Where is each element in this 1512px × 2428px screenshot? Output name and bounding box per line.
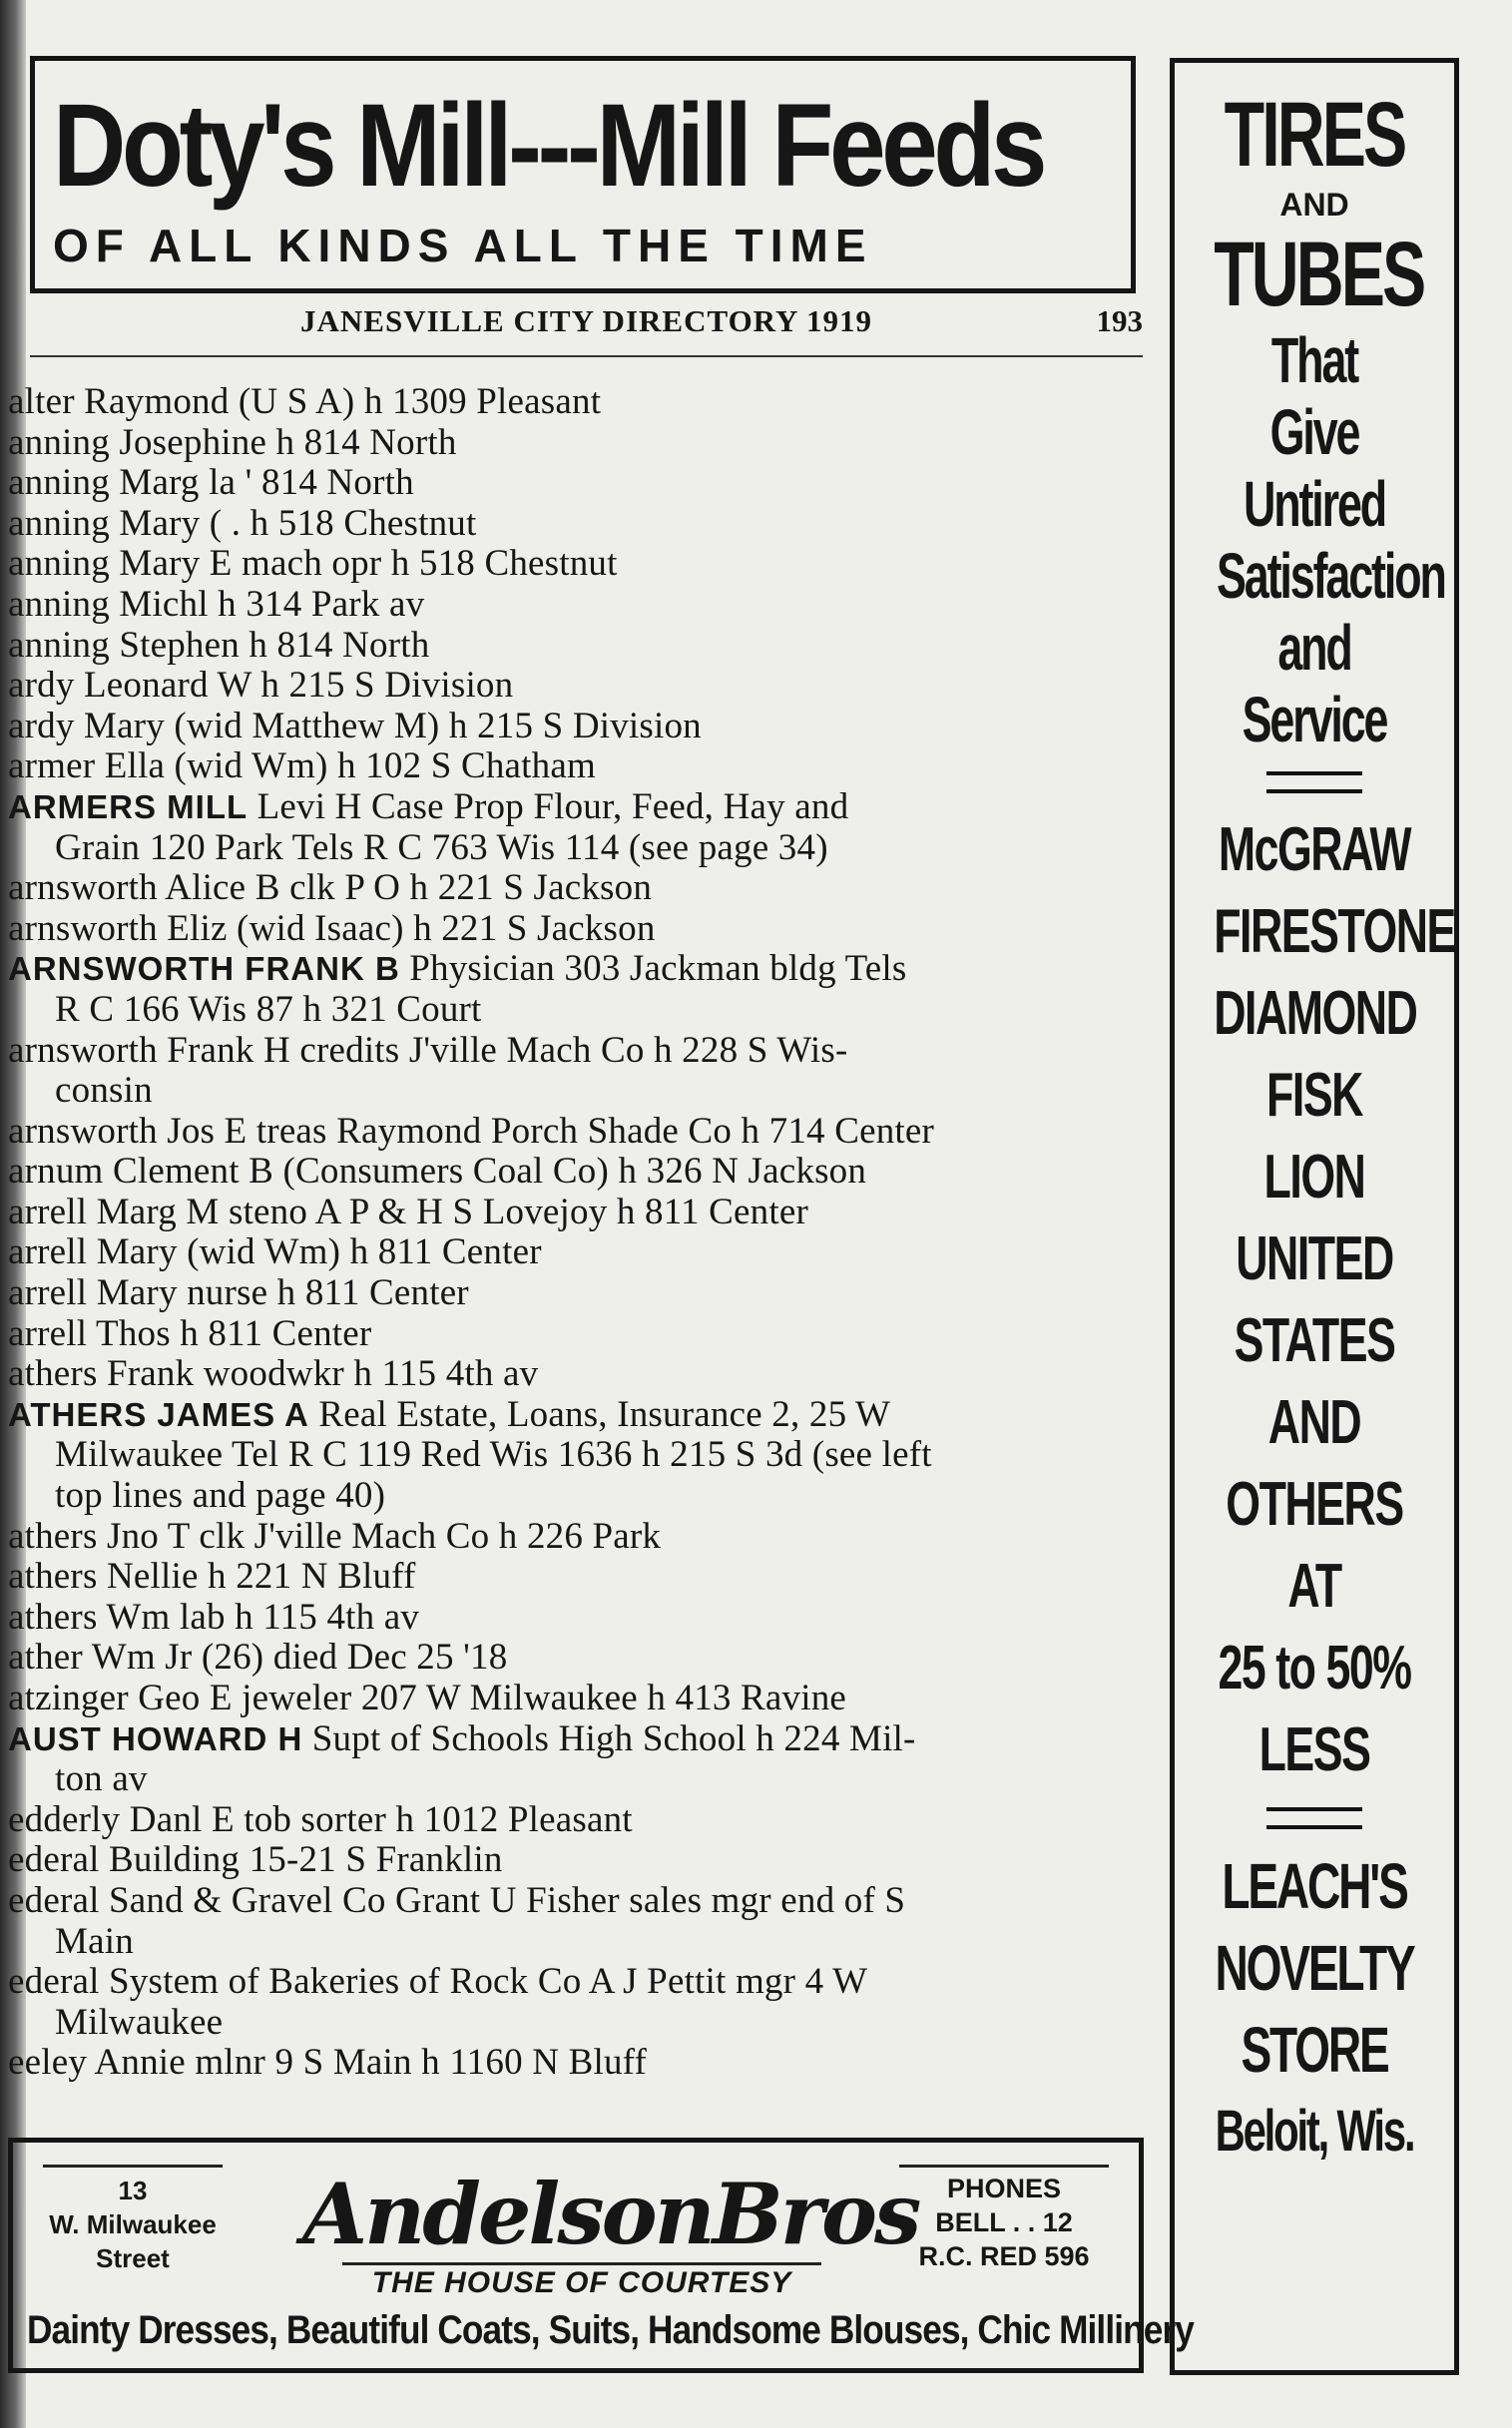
ad-brand-item: STATES (1234, 1306, 1395, 1375)
ad-brand-item: UNITED (1236, 1224, 1393, 1293)
phones-rule (899, 2165, 1109, 2168)
directory-entry (0, 1273, 1158, 1314)
entry-line: eeley Annie mlnr 9 S Main h 1160 N Bluff (8, 2042, 648, 2084)
phones-label: PHONES (946, 2174, 1062, 2203)
entry-line (0, 1719, 1158, 1760)
directory-entry (0, 1193, 1158, 1233)
ad-store-name-1: LEACH'S (1222, 1850, 1407, 1922)
directory-entry (0, 868, 1158, 909)
entry-line: ardy Leonard W h 215 S Division (8, 665, 514, 707)
directory-entry (0, 1031, 1158, 1112)
entry-line: arnsworth Jos E treas Raymond Porch Shade Co h 714 Center (8, 1110, 935, 1152)
directory-entry (0, 1598, 1158, 1639)
directory-entry (0, 1112, 1158, 1153)
entry-continuation: R C 166 Wis 87 h 321 Court (55, 988, 482, 1030)
ad-that: That (1270, 324, 1358, 396)
directory-entry (0, 666, 1158, 707)
directory-entry (0, 463, 1158, 504)
running-head (30, 299, 1143, 357)
directory-entry (0, 1557, 1158, 1598)
ad-brand-item: McGRAW (1218, 815, 1411, 884)
ad-brand-item: FIRESTONE (1214, 897, 1455, 966)
top-advertisement (30, 56, 1136, 293)
entry-continuation: Milwaukee Tel R C 119 Red Wis 1636 h 215 S 3d (see left (55, 1434, 932, 1476)
entry-line: arnsworth Eliz (wid Isaac) h 221 S Jackson (8, 907, 656, 949)
ad-divider-2 (1266, 1807, 1362, 1829)
entry-continuation: Grain 120 Park Tels R C 763 Wis 114 (see page 34) (55, 826, 828, 868)
top-ad-subtitle: OF ALL KINDS ALL THE TIME (53, 220, 873, 271)
entry-line: anning Mary E mach opr h 518 Chestnut (8, 543, 618, 585)
ad-store-name-2: NOVELTY (1215, 1932, 1414, 2004)
ad-tubes: TUBES (1214, 224, 1424, 325)
ad-brand-item: LION (1263, 1143, 1365, 1212)
address-number: 13 (118, 2176, 148, 2205)
ad-untired: Untired (1243, 468, 1386, 540)
entry-emphasis: ARNSWORTH FRANK B (8, 950, 400, 988)
entry-continuation: consin (55, 1070, 153, 1112)
directory-entry (0, 626, 1158, 667)
ad-store-name-3: STORE (1241, 2014, 1388, 2086)
directory-entry (0, 423, 1158, 464)
directory-entry (0, 1962, 1158, 2043)
entry-line: athers Frank woodwkr h 115 4th av (8, 1353, 539, 1395)
page-number: 193 (1096, 303, 1143, 338)
entry-text: Physician 303 Jackman bldg Tels (399, 948, 907, 990)
ad-brand-item: AND (1267, 1388, 1361, 1457)
ad-service: Service (1242, 684, 1387, 755)
entry-line: anning Marg la ' 814 North (8, 462, 414, 504)
entry-line: alter Raymond (U S A) h 1309 Pleasant (8, 381, 602, 422)
entry-line: anning Mary ( . h 518 Chestnut (8, 502, 477, 544)
entry-line: ederal Sand & Gravel Co Grant U Fisher sales mgr end of S (8, 1879, 906, 1921)
entry-line: atzinger Geo E jeweler 207 W Milwaukee h 413 Ravine (8, 1678, 847, 1718)
ad-and-1: AND (1279, 187, 1349, 223)
entry-line: ather Wm Jr (26) died Dec 25 '18 (8, 1637, 508, 1679)
directory-entry (0, 1354, 1158, 1395)
bottom-advertisement (8, 2138, 1194, 2373)
directory-entries (0, 382, 1158, 2084)
entry-line: anning Stephen h 814 North (8, 624, 430, 666)
entry-line (0, 787, 1158, 828)
entry-line: anning Michl h 314 Park av (8, 583, 425, 625)
ad-brand-item: 25 to 50% (1218, 1634, 1411, 1702)
entry-line: arrell Mary nurse h 811 Center (8, 1272, 469, 1314)
entry-line: athers Wm lab h 115 4th av (8, 1596, 420, 1638)
entry-text: Supt of Schools High School h 224 Mil- (302, 1717, 916, 1759)
entry-line: ardy Mary (wid Matthew M) h 215 S Division (8, 705, 702, 746)
ad-brand-item: FISK (1266, 1061, 1362, 1130)
directory-entry (0, 585, 1158, 626)
entry-line: arnsworth Alice B clk P O h 221 S Jackson (8, 867, 653, 909)
address-street: W. Milwaukee (49, 2209, 217, 2239)
directory-title: JANESVILLE CITY DIRECTORY 1919 (300, 303, 872, 338)
entry-line: athers Jno T clk J'ville Mach Co h 226 Park (8, 1515, 662, 1557)
entry-continuation: Main (55, 1920, 134, 1962)
directory-entry (0, 504, 1158, 545)
directory-entry (0, 1152, 1158, 1193)
directory-entry (0, 707, 1158, 747)
directory-entry (0, 544, 1158, 585)
store-tagline: Dainty Dresses, Beautiful Coats, Suits, Handsome Blouses, Chic Millinery (27, 2308, 1194, 2352)
directory-entry (0, 2043, 1158, 2084)
ad-satisfaction: Satisfaction (1217, 540, 1445, 612)
entry-continuation: top lines and page 40) (55, 1475, 386, 1517)
ad-brand-item: AT (1287, 1552, 1341, 1621)
address-street-suffix: Street (96, 2243, 170, 2273)
entry-text: Levi H Case Prop Flour, Feed, Hay and (248, 785, 849, 827)
phone-rc: R.C. RED 596 (918, 2241, 1090, 2271)
directory-entry (0, 1679, 1158, 1719)
ad-brand-item: LESS (1259, 1715, 1370, 1784)
directory-entry (0, 1881, 1158, 1962)
ad-brand-list (1175, 809, 1454, 1791)
entry-line: anning Josephine h 814 North (8, 421, 457, 463)
store-address (43, 2165, 223, 2275)
ad-and-2: and (1277, 612, 1351, 684)
directory-entry (0, 1719, 1158, 1800)
address-rule (43, 2165, 223, 2168)
directory-entry (0, 1314, 1158, 1355)
entry-line: arrell Marg M steno A P & H S Lovejoy h 811 Center (8, 1191, 808, 1232)
entry-continuation: Milwaukee (55, 2001, 224, 2043)
directory-entry (0, 746, 1158, 787)
ad-divider-1 (1266, 771, 1362, 793)
store-brand-name: AndelsonBros (302, 2165, 919, 2263)
directory-entry (0, 1232, 1158, 1273)
directory-entry (0, 787, 1158, 868)
ad-tires: TIRES (1224, 84, 1405, 186)
directory-entry (0, 1395, 1158, 1517)
entry-line (0, 949, 1158, 990)
directory-entry (0, 382, 1158, 423)
ad-give: Give (1269, 396, 1359, 468)
store-phones (899, 2165, 1109, 2273)
entry-line: edderly Danl E tob sorter h 1012 Pleasant (8, 1798, 633, 1840)
right-advertisement (1170, 58, 1459, 2375)
entry-text: Real Estate, Loans, Insurance 2, 25 W (308, 1393, 891, 1435)
entry-line: ederal System of Bakeries of Rock Co A J Pettit mgr 4 W (8, 1961, 868, 2003)
phone-bell: BELL . . 12 (935, 2207, 1073, 2237)
entry-continuation: ton av (55, 1758, 148, 1800)
store-slogan: THE HOUSE OF COURTESY (371, 2266, 792, 2299)
entry-line: arrell Mary (wid Wm) h 811 Center (8, 1231, 542, 1273)
entry-line: armer Ella (wid Wm) h 102 S Chatham (8, 745, 596, 787)
entry-line: arnum Clement B (Consumers Coal Co) h 326 N Jackson (8, 1151, 867, 1193)
ad-brand-item: DIAMOND (1214, 979, 1417, 1048)
directory-entry (0, 1638, 1158, 1679)
top-ad-title: Doty's Mill---Mill Feeds (53, 80, 1044, 212)
entry-line: arrell Thos h 811 Center (8, 1312, 372, 1354)
entry-emphasis: ARMERS MILL (8, 787, 249, 825)
entry-emphasis: ATHERS JAMES A (8, 1395, 309, 1433)
directory-entry (0, 1517, 1158, 1558)
brand-underline (342, 2262, 821, 2265)
entry-emphasis: AUST HOWARD H (8, 1719, 303, 1757)
entry-line: athers Nellie h 221 N Bluff (8, 1556, 416, 1598)
directory-entry (0, 1800, 1158, 1841)
directory-entry (0, 1840, 1158, 1881)
directory-entry (0, 949, 1158, 1030)
entry-line (0, 1395, 1158, 1436)
ad-city: Beloit, Wis. (1215, 2099, 1414, 2164)
entry-line: ederal Building 15-21 S Franklin (8, 1839, 503, 1881)
entry-line: arnsworth Frank H credits J'ville Mach Co h 228 S Wis- (8, 1029, 848, 1071)
directory-entry (0, 909, 1158, 950)
ad-brand-item: OTHERS (1226, 1470, 1403, 1539)
